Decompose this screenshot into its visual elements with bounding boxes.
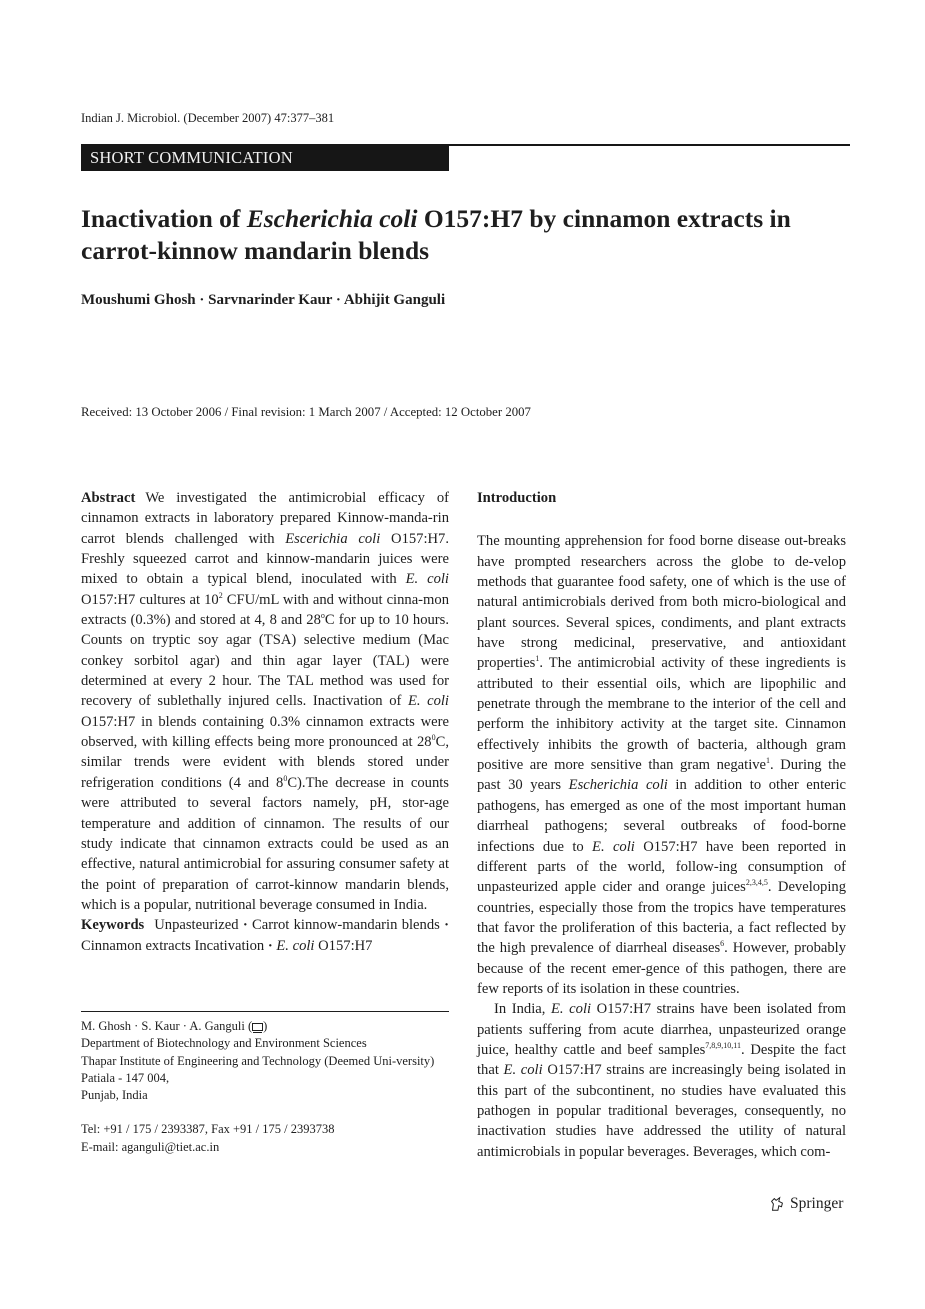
section-rule [449,144,850,146]
abstract: Abstract We investigated the antimicrobial efficacy of cinnamon extracts in laboratory prepared Kinnow-manda-rin carrot blends challenged with Escerichia coli O157:H7. Freshly squeezed carrot and kinnow-mandarin juices were mixed to obtain a typical blend, inoculated with E. coli O157:H7 cultures at $10^2$ CFU/mL with and without cinna-mon extracts (0.3%) and stored at 4, 8 and 28$^o$C for up to 10 hours. Counts on tryptic soy agar (TSA) selective medium (Mac conkey sorbitol agar) and thin agar layer (TAL) were determined at every 2 hour. The TAL method was used for recovery of sublethally injured cells. Inactivation of E. coli O157:H7 in blends containing 0.3% cinnamon extracts were observed, with killing effects being more pronounced at $28^0C$, similar trends were evident with blends stored under refrigeration conditions (4 and $8^0C).The$ decrease in counts were attributed to several factors namely, pH, stor-age temperature and addition of cinnamon. The results of our study indicate that cinnamon extracts could be used as an effective, natural antimicrobial for assuring consumer safety at the point of preparation of carrot-kinnow mandarin blends, which is a popular, nutritional beverage consumed in India. [81,490,450,913]
introduction-heading: Introduction [477,490,557,506]
article-title: Inactivation of Escherichia coli O157:H7 by cinnamon extracts in carrot-kinnow mandarin blends [81,204,791,265]
affiliation-city: Patiala - 147 004, [81,1070,170,1085]
left-column [81,488,449,956]
journal-citation: Indian J. Microbiol. (December 2007) 47:377–381 [81,111,335,125]
affiliation-dept: Department of Biotechnology and Environment Sciences [81,1036,367,1051]
abstract-label: Abstract [81,490,136,506]
section-label: SHORT COMMUNICATION [90,148,293,167]
keywords-label: Keywords [81,917,145,934]
springer-horse-icon [768,1195,786,1213]
affiliation-institute: Thapar Institute of Engineering and Technology (Deemed Uni-versity) [81,1053,435,1068]
publisher-name: Springer [790,1195,844,1212]
intro-paragraph-2: In India, E. coli O157:H7 strains have been isolated from patients suffering from acute diarrhea, unpasteurized orange juice, healthy cattle and beef samples$^{7,8,9,10,11}$. Despite the fact that E. coli O157:H7 strains are increasingly being isolated in this part of the subcontinent, no studies have evaluated this pathogen in popular traditional beverages, consequently, no inactivation studies have addressed the utility of natural antimicrobials in popular beverages. Beverages, which com- [477,1001,846,1160]
intro-paragraph-1: The mounting apprehension for food borne disease out-breaks have prompted researchers across the globe to de-velop methods that guarantee food safety, one of which is the use of natural antimicrobials derived from both micro-biological and plant sources. Several spices, condiments, and plant extracts have strong medicinal, preservative, and antioxidant properties$^1$. The antimicrobial activity of these ingredients is attributed to their essential oils, which are lipophilic and penetrate through the membrane to the interior of the cell and perform the inhibitory activity at the target site. Cinnamon effectively inhibits the growth of bacteria, although gram positive are more sensitive than gram negative$^1$. During the past 30 years Escherichia coli in addition to other enteric pathogens, has emerged as one of the most important human diarrheal pathogens; several outbreaks of food-borne infections due to E. coli O157:H7 have been reported in different parts of the world, follow-ing consumption of unpasteurized apple cider and orange juices$^{2,3,4,5}$. Developing countries, especially those from the tropics have temperatures that favor the proliferation of this bacteria, a fact reflected by the high prevalence of diarrheal diseases$^6$. However, probably because of the recent emer-gence of this pathogen, there are few reports of its isolation in these countries. [477,533,847,997]
affiliation-state: Punjab, India [81,1088,148,1103]
section-banner [81,144,449,171]
affiliation-names: M. Ghosh · S. Kaur · A. Ganguli ( ) [81,1019,268,1033]
publication-dates: Received: 13 October 2006 / Final revision: 1 March 2007 / Accepted: 12 October 2007 [81,405,531,419]
contact-phone: Tel: +91 / 175 / 2393387, Fax +91 / 175 / 2393738 [81,1122,335,1137]
affiliation-block [81,1018,449,1156]
publisher-logo [768,1195,843,1213]
right-column [477,488,846,1162]
affiliation-rule [81,1011,449,1012]
envelope-icon [252,1023,263,1031]
author-list: Moushumi Ghosh · Sarvnarinder Kaur · Abhijit Ganguli [81,292,446,308]
contact-email[interactable]: E-mail: aganguli@tiet.ac.in [81,1139,220,1154]
keywords: Keywords Unpasteurized · Carrot kinnow-mandarin blends · Cinnamon extracts Incativation · E. coli O157:H7 [81,917,449,954]
